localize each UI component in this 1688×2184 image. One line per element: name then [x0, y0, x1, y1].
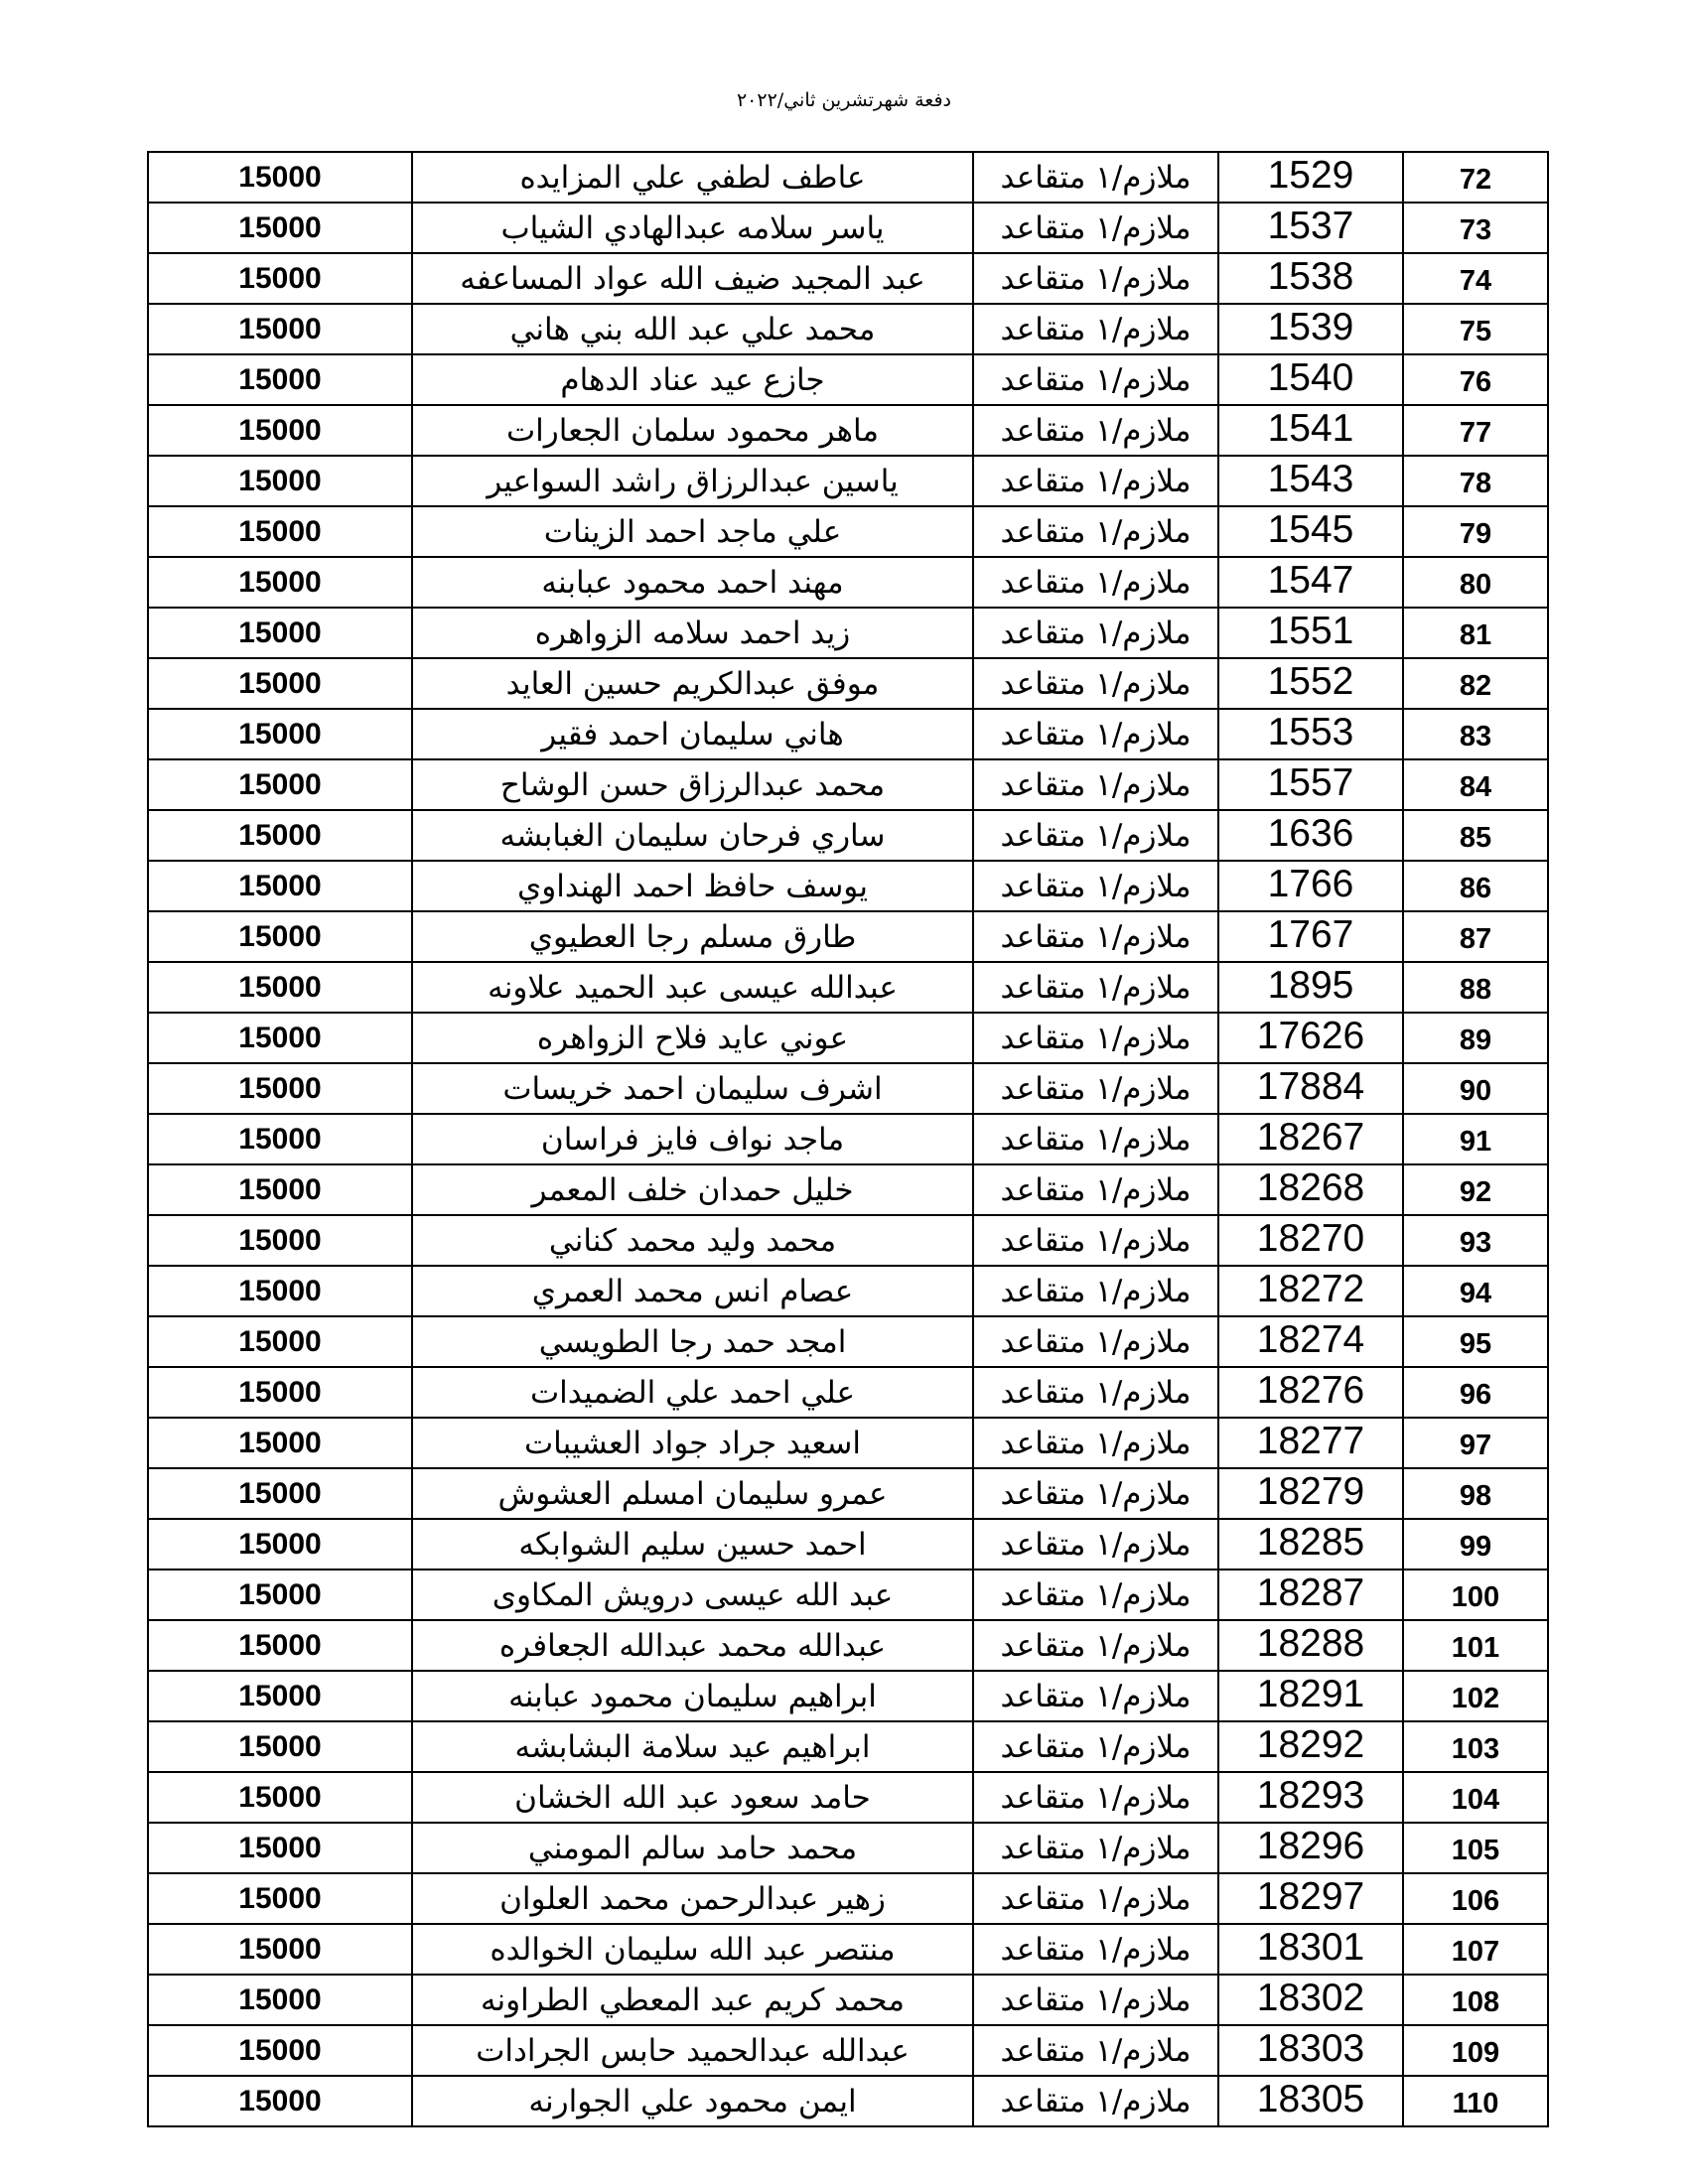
table-row [148, 759, 1548, 810]
amount-cell: 15000 [148, 456, 412, 506]
amount-cell: 15000 [148, 1975, 412, 2025]
rank-cell: ملازم/١ متقاعد [973, 1721, 1218, 1772]
table-row [148, 2025, 1548, 2076]
amount-cell: 15000 [148, 709, 412, 759]
row-index-cell: 102 [1403, 1671, 1548, 1721]
service-number-cell: 18268 [1218, 1164, 1403, 1215]
rank-cell: ملازم/١ متقاعد [973, 759, 1218, 810]
name-cell: علي ماجد احمد الزينات [412, 506, 973, 557]
table-row [148, 1975, 1548, 2025]
service-number-cell: 1539 [1218, 304, 1403, 354]
table-row [148, 1519, 1548, 1570]
table-row [148, 1013, 1548, 1063]
row-index-cell: 106 [1403, 1873, 1548, 1924]
row-index-cell: 93 [1403, 1215, 1548, 1266]
row-index-cell: 98 [1403, 1468, 1548, 1519]
rank-cell: ملازم/١ متقاعد [973, 1215, 1218, 1266]
amount-cell: 15000 [148, 1620, 412, 1671]
rank-cell: ملازم/١ متقاعد [973, 304, 1218, 354]
row-index-cell: 85 [1403, 810, 1548, 861]
name-cell: ماهر محمود سلمان الجعارات [412, 405, 973, 456]
amount-cell: 15000 [148, 1367, 412, 1418]
table-row [148, 810, 1548, 861]
service-number-cell: 1553 [1218, 709, 1403, 759]
table-row [148, 962, 1548, 1013]
service-number-cell: 18302 [1218, 1975, 1403, 2025]
table-row [148, 658, 1548, 709]
amount-cell: 15000 [148, 1418, 412, 1468]
service-number-cell: 1636 [1218, 810, 1403, 861]
name-cell: امجد حمد رجا الطويسي [412, 1316, 973, 1367]
rank-cell: ملازم/١ متقاعد [973, 962, 1218, 1013]
name-cell: طارق مسلم رجا العطيوي [412, 911, 973, 962]
service-number-cell: 17626 [1218, 1013, 1403, 1063]
row-index-cell: 79 [1403, 506, 1548, 557]
rank-cell: ملازم/١ متقاعد [973, 1975, 1218, 2025]
rank-cell: ملازم/١ متقاعد [973, 1620, 1218, 1671]
name-cell: محمد علي عبد الله بني هاني [412, 304, 973, 354]
service-number-cell: 18301 [1218, 1924, 1403, 1975]
service-number-cell: 18291 [1218, 1671, 1403, 1721]
name-cell: يوسف حافظ احمد الهنداوي [412, 861, 973, 911]
name-cell: عبد المجيد ضيف الله عواد المساعفه [412, 253, 973, 304]
amount-cell: 15000 [148, 2076, 412, 2126]
row-index-cell: 94 [1403, 1266, 1548, 1316]
row-index-cell: 86 [1403, 861, 1548, 911]
amount-cell: 15000 [148, 1266, 412, 1316]
row-index-cell: 87 [1403, 911, 1548, 962]
amount-cell: 15000 [148, 2025, 412, 2076]
rank-cell: ملازم/١ متقاعد [973, 1924, 1218, 1975]
amount-cell: 15000 [148, 1873, 412, 1924]
table-row [148, 1114, 1548, 1164]
service-number-cell: 18305 [1218, 2076, 1403, 2126]
amount-cell: 15000 [148, 1316, 412, 1367]
service-number-cell: 18303 [1218, 2025, 1403, 2076]
row-index-cell: 100 [1403, 1570, 1548, 1620]
table-row [148, 152, 1548, 203]
rank-cell: ملازم/١ متقاعد [973, 2025, 1218, 2076]
service-number-cell: 18272 [1218, 1266, 1403, 1316]
service-number-cell: 1543 [1218, 456, 1403, 506]
rank-cell: ملازم/١ متقاعد [973, 1823, 1218, 1873]
rank-cell: ملازم/١ متقاعد [973, 557, 1218, 608]
row-index-cell: 110 [1403, 2076, 1548, 2126]
table-row [148, 1620, 1548, 1671]
rank-cell: ملازم/١ متقاعد [973, 1114, 1218, 1164]
name-cell: مهند احمد محمود عبابنه [412, 557, 973, 608]
service-number-cell: 18287 [1218, 1570, 1403, 1620]
row-index-cell: 105 [1403, 1823, 1548, 1873]
service-number-cell: 18292 [1218, 1721, 1403, 1772]
service-number-cell: 18288 [1218, 1620, 1403, 1671]
rank-cell: ملازم/١ متقاعد [973, 810, 1218, 861]
table-row [148, 2076, 1548, 2126]
row-index-cell: 108 [1403, 1975, 1548, 2025]
amount-cell: 15000 [148, 1468, 412, 1519]
table-row [148, 1266, 1548, 1316]
amount-cell: 15000 [148, 1772, 412, 1823]
amount-cell: 15000 [148, 1721, 412, 1772]
rank-cell: ملازم/١ متقاعد [973, 1164, 1218, 1215]
amount-cell: 15000 [148, 911, 412, 962]
rank-cell: ملازم/١ متقاعد [973, 506, 1218, 557]
service-number-cell: 1538 [1218, 253, 1403, 304]
table-row [148, 506, 1548, 557]
table-row [148, 1063, 1548, 1114]
name-cell: اسعيد جراد جواد العشيبات [412, 1418, 973, 1468]
name-cell: علي احمد علي الضميدات [412, 1367, 973, 1418]
name-cell: ابراهيم سليمان محمود عبابنه [412, 1671, 973, 1721]
row-index-cell: 83 [1403, 709, 1548, 759]
service-number-cell: 18276 [1218, 1367, 1403, 1418]
service-number-cell: 1537 [1218, 203, 1403, 253]
name-cell: محمد وليد محمد كناني [412, 1215, 973, 1266]
name-cell: خليل حمدان خلف المعمر [412, 1164, 973, 1215]
amount-cell: 15000 [148, 1063, 412, 1114]
amount-cell: 15000 [148, 203, 412, 253]
row-index-cell: 91 [1403, 1114, 1548, 1164]
rank-cell: ملازم/١ متقاعد [973, 1671, 1218, 1721]
rank-cell: ملازم/١ متقاعد [973, 911, 1218, 962]
table-row [148, 1772, 1548, 1823]
rank-cell: ملازم/١ متقاعد [973, 1873, 1218, 1924]
table-row [148, 1823, 1548, 1873]
service-number-cell: 18293 [1218, 1772, 1403, 1823]
row-index-cell: 92 [1403, 1164, 1548, 1215]
service-number-cell: 1551 [1218, 608, 1403, 658]
page-title: دفعة شهرتشرين ثاني/٢٠٢٢ [736, 89, 952, 111]
table-row [148, 304, 1548, 354]
row-index-cell: 103 [1403, 1721, 1548, 1772]
amount-cell: 15000 [148, 962, 412, 1013]
service-number-cell: 17884 [1218, 1063, 1403, 1114]
table-row [148, 1924, 1548, 1975]
service-number-cell: 18270 [1218, 1215, 1403, 1266]
rank-cell: ملازم/١ متقاعد [973, 1367, 1218, 1418]
name-cell: منتصر عبد الله سليمان الخوالده [412, 1924, 973, 1975]
service-number-cell: 1767 [1218, 911, 1403, 962]
row-index-cell: 90 [1403, 1063, 1548, 1114]
name-cell: عاطف لطفي علي المزايده [412, 152, 973, 203]
row-index-cell: 72 [1403, 152, 1548, 203]
row-index-cell: 82 [1403, 658, 1548, 709]
rank-cell: ملازم/١ متقاعد [973, 253, 1218, 304]
amount-cell: 15000 [148, 608, 412, 658]
service-number-cell: 18297 [1218, 1873, 1403, 1924]
name-cell: عبدالله محمد عبدالله الجعافره [412, 1620, 973, 1671]
table-row [148, 861, 1548, 911]
name-cell: هاني سليمان احمد فقير [412, 709, 973, 759]
rank-cell: ملازم/١ متقاعد [973, 1266, 1218, 1316]
name-cell: عصام انس محمد العمري [412, 1266, 973, 1316]
roster-body [148, 152, 1548, 2126]
name-cell: عبدالله عيسى عبد الحميد علاونه [412, 962, 973, 1013]
row-index-cell: 78 [1403, 456, 1548, 506]
amount-cell: 15000 [148, 152, 412, 203]
amount-cell: 15000 [148, 1519, 412, 1570]
rank-cell: ملازم/١ متقاعد [973, 1468, 1218, 1519]
service-number-cell: 1540 [1218, 354, 1403, 405]
amount-cell: 15000 [148, 1164, 412, 1215]
table-row [148, 1873, 1548, 1924]
row-index-cell: 81 [1403, 608, 1548, 658]
table-row [148, 1367, 1548, 1418]
amount-cell: 15000 [148, 1671, 412, 1721]
table-row [148, 911, 1548, 962]
service-number-cell: 18285 [1218, 1519, 1403, 1570]
row-index-cell: 97 [1403, 1418, 1548, 1468]
service-number-cell: 1547 [1218, 557, 1403, 608]
table-row [148, 1671, 1548, 1721]
name-cell: موفق عبدالكريم حسين العايد [412, 658, 973, 709]
amount-cell: 15000 [148, 810, 412, 861]
service-number-cell: 18277 [1218, 1418, 1403, 1468]
row-index-cell: 84 [1403, 759, 1548, 810]
amount-cell: 15000 [148, 557, 412, 608]
service-number-cell: 1529 [1218, 152, 1403, 203]
row-index-cell: 104 [1403, 1772, 1548, 1823]
name-cell: جازع عيد عناد الدهام [412, 354, 973, 405]
rank-cell: ملازم/١ متقاعد [973, 456, 1218, 506]
amount-cell: 15000 [148, 1013, 412, 1063]
rank-cell: ملازم/١ متقاعد [973, 1013, 1218, 1063]
amount-cell: 15000 [148, 354, 412, 405]
name-cell: ياسر سلامه عبدالهادي الشياب [412, 203, 973, 253]
rank-cell: ملازم/١ متقاعد [973, 608, 1218, 658]
table-row [148, 203, 1548, 253]
row-index-cell: 107 [1403, 1924, 1548, 1975]
row-index-cell: 80 [1403, 557, 1548, 608]
rank-cell: ملازم/١ متقاعد [973, 2076, 1218, 2126]
rank-cell: ملازم/١ متقاعد [973, 1418, 1218, 1468]
table-row [148, 354, 1548, 405]
table-row [148, 1721, 1548, 1772]
name-cell: عوني عايد فلاح الزواهره [412, 1013, 973, 1063]
table-row [148, 405, 1548, 456]
row-index-cell: 89 [1403, 1013, 1548, 1063]
table-row [148, 1316, 1548, 1367]
amount-cell: 15000 [148, 759, 412, 810]
amount-cell: 15000 [148, 253, 412, 304]
table-row [148, 608, 1548, 658]
amount-cell: 15000 [148, 506, 412, 557]
amount-cell: 15000 [148, 304, 412, 354]
name-cell: زهير عبدالرحمن محمد العلوان [412, 1873, 973, 1924]
service-number-cell: 18296 [1218, 1823, 1403, 1873]
name-cell: ياسين عبدالرزاق راشد السواعير [412, 456, 973, 506]
service-number-cell: 1552 [1218, 658, 1403, 709]
table-row [148, 1570, 1548, 1620]
table-row [148, 1418, 1548, 1468]
row-index-cell: 101 [1403, 1620, 1548, 1671]
service-number-cell: 18279 [1218, 1468, 1403, 1519]
amount-cell: 15000 [148, 1570, 412, 1620]
rank-cell: ملازم/١ متقاعد [973, 1519, 1218, 1570]
rank-cell: ملازم/١ متقاعد [973, 658, 1218, 709]
name-cell: محمد كريم عبد المعطي الطراونه [412, 1975, 973, 2025]
name-cell: ماجد نواف فايز فراسان [412, 1114, 973, 1164]
table-row [148, 456, 1548, 506]
rank-cell: ملازم/١ متقاعد [973, 354, 1218, 405]
row-index-cell: 109 [1403, 2025, 1548, 2076]
name-cell: اشرف سليمان احمد خريسات [412, 1063, 973, 1114]
name-cell: زيد احمد سلامه الزواهره [412, 608, 973, 658]
amount-cell: 15000 [148, 405, 412, 456]
row-index-cell: 75 [1403, 304, 1548, 354]
rank-cell: ملازم/١ متقاعد [973, 1063, 1218, 1114]
service-number-cell: 1766 [1218, 861, 1403, 911]
amount-cell: 15000 [148, 861, 412, 911]
name-cell: عبد الله عيسى درويش المكاوى [412, 1570, 973, 1620]
name-cell: ساري فرحان سليمان الغبابشه [412, 810, 973, 861]
amount-cell: 15000 [148, 1215, 412, 1266]
row-index-cell: 95 [1403, 1316, 1548, 1367]
row-index-cell: 73 [1403, 203, 1548, 253]
amount-cell: 15000 [148, 1823, 412, 1873]
rank-cell: ملازم/١ متقاعد [973, 1316, 1218, 1367]
name-cell: حامد سعود عبد الله الخشان [412, 1772, 973, 1823]
name-cell: ابراهيم عيد سلامة البشابشه [412, 1721, 973, 1772]
rank-cell: ملازم/١ متقاعد [973, 152, 1218, 203]
service-number-cell: 1545 [1218, 506, 1403, 557]
row-index-cell: 99 [1403, 1519, 1548, 1570]
service-number-cell: 18274 [1218, 1316, 1403, 1367]
table-row [148, 709, 1548, 759]
table-row [148, 557, 1548, 608]
table-row [148, 1164, 1548, 1215]
rank-cell: ملازم/١ متقاعد [973, 709, 1218, 759]
row-index-cell: 88 [1403, 962, 1548, 1013]
service-number-cell: 18267 [1218, 1114, 1403, 1164]
rank-cell: ملازم/١ متقاعد [973, 405, 1218, 456]
service-number-cell: 1557 [1218, 759, 1403, 810]
rank-cell: ملازم/١ متقاعد [973, 203, 1218, 253]
rank-cell: ملازم/١ متقاعد [973, 861, 1218, 911]
row-index-cell: 76 [1403, 354, 1548, 405]
name-cell: ايمن محمود علي الجوارنه [412, 2076, 973, 2126]
amount-cell: 15000 [148, 1114, 412, 1164]
name-cell: محمد حامد سالم المومني [412, 1823, 973, 1873]
row-index-cell: 77 [1403, 405, 1548, 456]
amount-cell: 15000 [148, 1924, 412, 1975]
rank-cell: ملازم/١ متقاعد [973, 1772, 1218, 1823]
amount-cell: 15000 [148, 658, 412, 709]
name-cell: محمد عبدالرزاق حسن الوشاح [412, 759, 973, 810]
name-cell: عمرو سليمان امسلم العشوش [412, 1468, 973, 1519]
table-row [148, 253, 1548, 304]
table-row [148, 1468, 1548, 1519]
rank-cell: ملازم/١ متقاعد [973, 1570, 1218, 1620]
row-index-cell: 96 [1403, 1367, 1548, 1418]
service-number-cell: 1895 [1218, 962, 1403, 1013]
table-row [148, 1215, 1548, 1266]
roster-table [147, 151, 1549, 2127]
name-cell: عبدالله عبدالحميد حابس الجرادات [412, 2025, 973, 2076]
row-index-cell: 74 [1403, 253, 1548, 304]
service-number-cell: 1541 [1218, 405, 1403, 456]
name-cell: احمد حسين سليم الشوابكه [412, 1519, 973, 1570]
